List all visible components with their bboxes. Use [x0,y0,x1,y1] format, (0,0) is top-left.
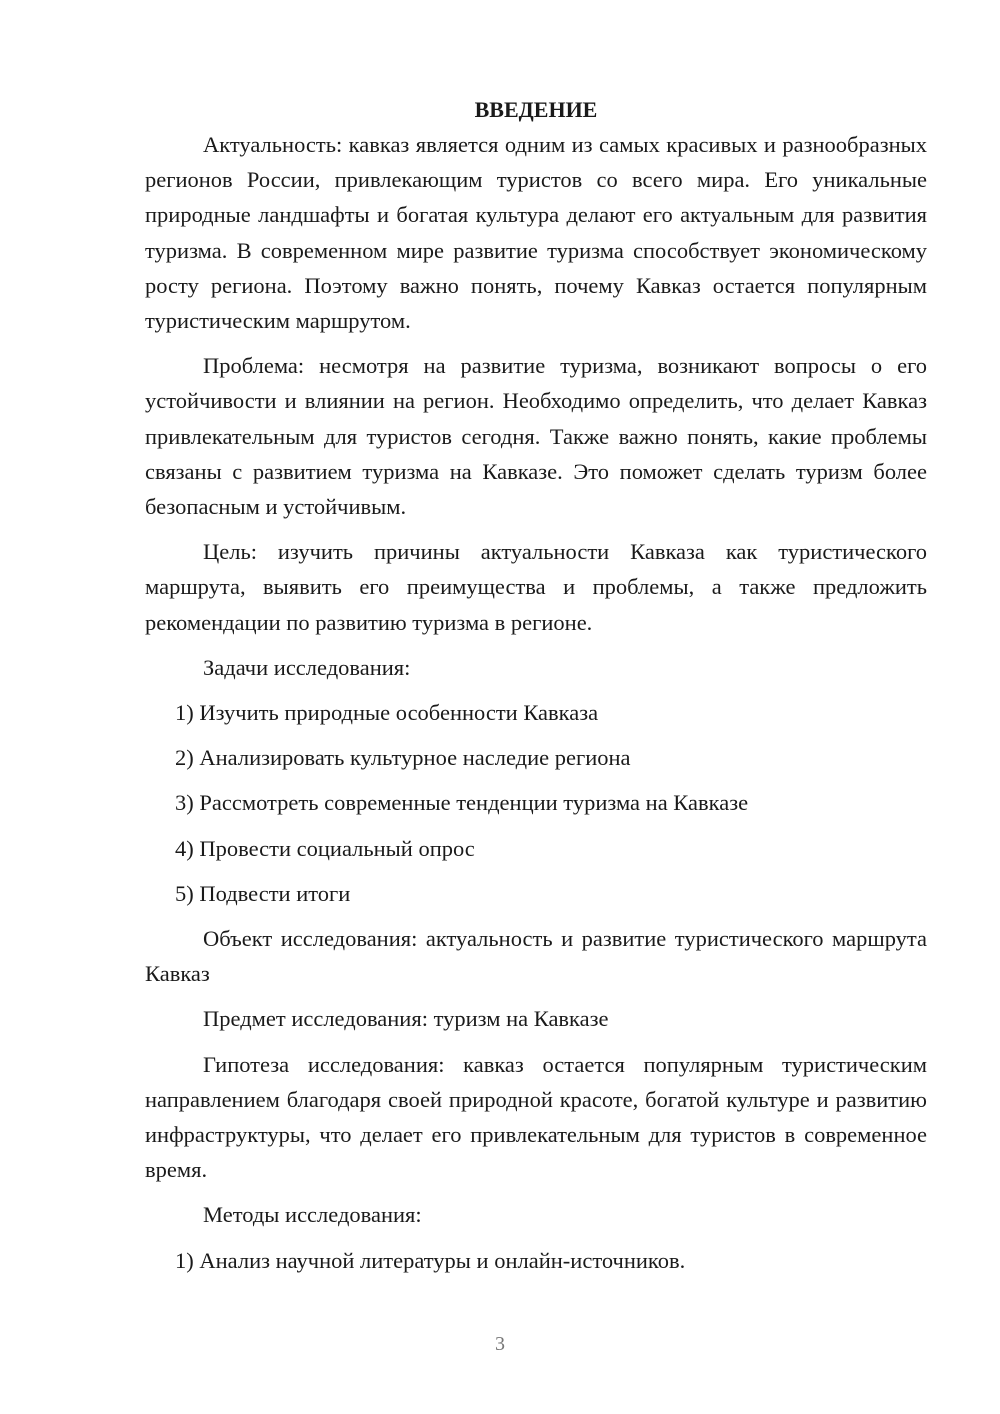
methods-list [145,1243,927,1278]
document-page [145,92,927,1288]
problem-paragraph: Проблема: несмотря на развитие туризма, возникают вопросы о его устойчивости и влиянии на регион. Необходимо определить, что делает Кавказ привлекательным для туристов сегодня. Также важно понять, какие проблемы связаны с развитием туризма на Кавказе. Это поможет сделать туризм более безопасным и устойчивым. [145,353,927,520]
task-item: 5) Подвести итоги [175,880,351,906]
section-title: ВВЕДЕНИЕ [474,97,598,122]
task-item: 1) Изучить природные особенности Кавказа [175,700,599,726]
tasks-list [145,695,927,911]
relevance-paragraph: Актуальность: кавказ является одним из самых красивых и разнообразных регионов России, привлекающим туристов со всего мира. Его уникальные природные ландшафты и богатая культура делают его актуальным для развития туризма. В современном мире развитие туризма способствует экономическому росту региона. Поэтому важно понять, почему Кавказ остается популярным туристическим маршрутом. [145,132,927,334]
task-item: 4) Провести социальный опрос [175,835,475,861]
hypothesis-paragraph: Гипотеза исследования: кавказ остается популярным туристическим направлением благодаря своей природной красоте, богатой культуре и развитию инфраструктуры, что делает его привлекательным для туристов в современное время. [145,1051,927,1183]
object-paragraph: Объект исследования: актуальность и развитие туристического маршрута Кавказ [145,926,927,987]
goal-paragraph: Цель: изучить причины актуальности Кавказа как туристического маршрута, выявить его преимущества и проблемы, а также предложить рекомендации по развитию туризма в регионе. [145,539,927,635]
method-item: 1) Анализ научной литературы и онлайн-источников. [175,1247,686,1273]
subject-paragraph: Предмет исследования: туризм на Кавказе [203,1006,609,1032]
task-item: 3) Рассмотреть современные тенденции туризма на Кавказе [175,790,749,816]
methods-heading: Методы исследования: [203,1202,422,1228]
task-item: 2) Анализировать культурное наследие региона [175,745,631,771]
page-number: 3 [495,1333,505,1355]
tasks-heading: Задачи исследования: [203,654,411,680]
